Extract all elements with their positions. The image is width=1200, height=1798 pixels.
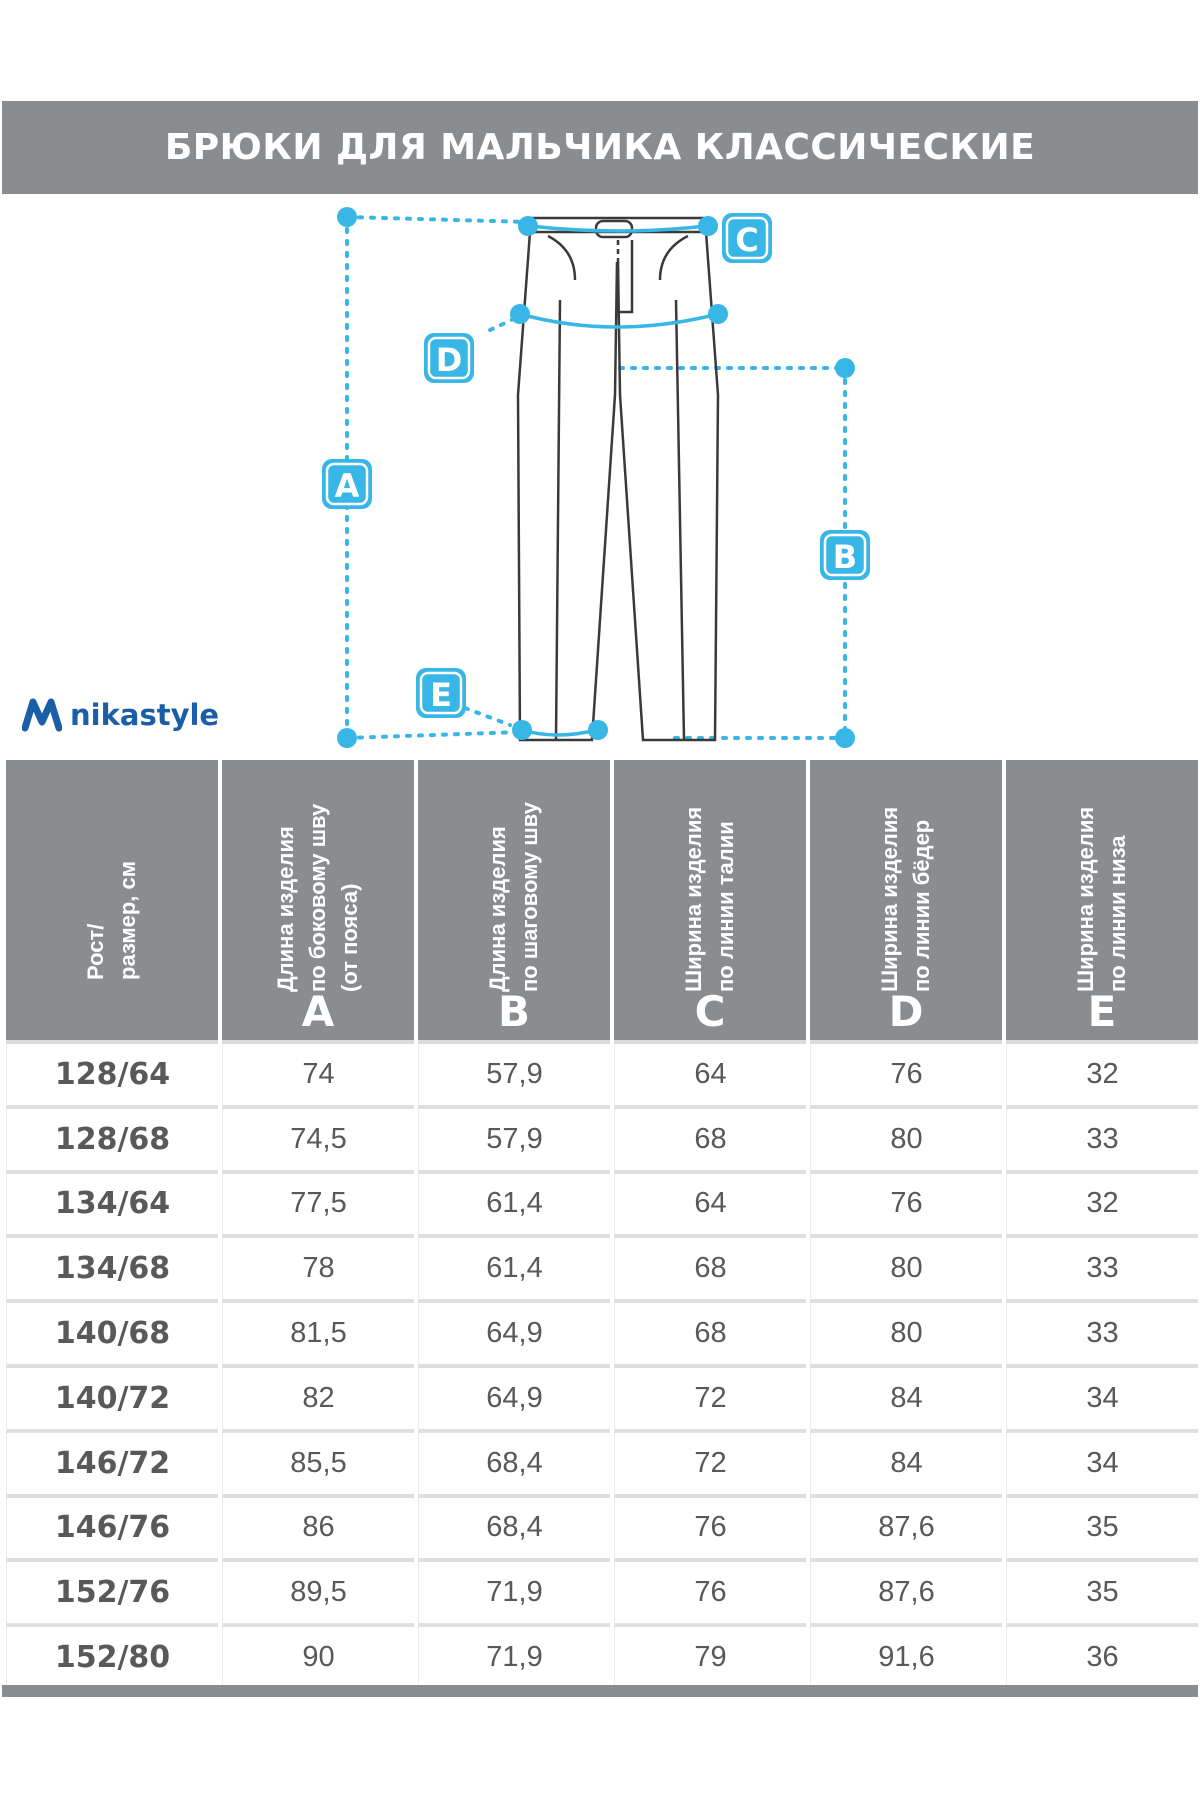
value-e: 34 [1006, 1368, 1198, 1433]
value-e: 32 [1006, 1044, 1198, 1109]
value-b: 61,4 [418, 1238, 610, 1303]
svg-text:D: D [435, 341, 463, 379]
size-table [2, 760, 1200, 1692]
value-d: 80 [810, 1238, 1002, 1303]
dim-a-bottom-line [347, 732, 520, 738]
header-size [6, 760, 218, 1044]
marker-e [416, 668, 466, 718]
value-c: 76 [614, 1562, 806, 1627]
header-d [810, 760, 1002, 1044]
svg-text:A: A [334, 467, 360, 505]
header-a [222, 760, 414, 1044]
header-e-text: Ширина изделия по линии низа [1073, 806, 1130, 992]
brand-logo [22, 698, 219, 732]
value-a: 74,5 [222, 1109, 414, 1174]
marker-a [322, 459, 372, 509]
value-d: 91,6 [810, 1627, 1002, 1692]
value-b: 61,4 [418, 1174, 610, 1239]
svg-text:B: B [832, 538, 858, 576]
size-cell: 134/68 [6, 1238, 218, 1303]
table-row [6, 1303, 1198, 1368]
table-row [6, 1627, 1198, 1692]
svg-text:E: E [430, 676, 452, 714]
size-cell: 152/80 [6, 1627, 218, 1692]
size-cell: 146/76 [6, 1498, 218, 1563]
value-a: 82 [222, 1368, 414, 1433]
value-c: 72 [614, 1368, 806, 1433]
header-b-text: Длина изделия по шаговому шву [485, 802, 542, 992]
value-e: 32 [1006, 1174, 1198, 1239]
value-c: 76 [614, 1498, 806, 1563]
value-d: 87,6 [810, 1498, 1002, 1563]
size-cell: 128/64 [6, 1044, 218, 1109]
value-e: 35 [1006, 1498, 1198, 1563]
table-row [6, 1368, 1198, 1433]
header-d-letter: D [888, 987, 924, 1036]
table-row [6, 1562, 1198, 1627]
value-a: 78 [222, 1238, 414, 1303]
value-b: 71,9 [418, 1562, 610, 1627]
size-cell: 128/68 [6, 1109, 218, 1174]
value-a: 81,5 [222, 1303, 414, 1368]
value-b: 57,9 [418, 1109, 610, 1174]
value-c: 68 [614, 1238, 806, 1303]
marker-b [820, 530, 870, 580]
table-row [6, 1498, 1198, 1563]
table-row [6, 1433, 1198, 1498]
value-d: 76 [810, 1174, 1002, 1239]
value-b: 57,9 [418, 1044, 610, 1109]
svg-text:C: C [735, 221, 759, 259]
value-d: 80 [810, 1303, 1002, 1368]
marker-c [722, 213, 772, 263]
value-a: 86 [222, 1498, 414, 1563]
table-row [6, 1238, 1198, 1303]
waist-measure-line [530, 226, 706, 231]
value-b: 71,9 [418, 1627, 610, 1692]
value-e: 33 [1006, 1238, 1198, 1303]
value-b: 64,9 [418, 1303, 610, 1368]
trousers-outline [518, 218, 718, 740]
table-row [6, 1174, 1198, 1239]
marker-d [424, 333, 474, 383]
value-e: 33 [1006, 1109, 1198, 1174]
size-cell: 152/76 [6, 1562, 218, 1627]
header-c-text: Ширина изделия по линии талии [681, 806, 738, 992]
value-e: 35 [1006, 1562, 1198, 1627]
value-d: 84 [810, 1368, 1002, 1433]
header-d-text: Ширина изделия по линии бёдер [877, 806, 934, 992]
value-c: 79 [614, 1627, 806, 1692]
value-c: 64 [614, 1174, 806, 1239]
value-b: 64,9 [418, 1368, 610, 1433]
trousers-diagram [0, 194, 1200, 764]
value-a: 77,5 [222, 1174, 414, 1239]
header-size-text: Рост/ размер, см [83, 860, 140, 980]
value-a: 90 [222, 1627, 414, 1692]
value-e: 33 [1006, 1303, 1198, 1368]
value-c: 68 [614, 1109, 806, 1174]
header-a-letter: A [301, 987, 335, 1036]
value-d: 76 [810, 1044, 1002, 1109]
page-title: БРЮКИ ДЛЯ МАЛЬЧИКА КЛАССИЧЕСКИЕ [2, 101, 1198, 194]
value-d: 80 [810, 1109, 1002, 1174]
bottom-bar [2, 1685, 1198, 1697]
hem-measure-line [522, 730, 597, 735]
value-c: 68 [614, 1303, 806, 1368]
value-c: 64 [614, 1044, 806, 1109]
size-cell: 146/72 [6, 1433, 218, 1498]
header-e [1006, 760, 1198, 1044]
header-c-letter: C [694, 987, 726, 1036]
value-a: 74 [222, 1044, 414, 1109]
value-a: 85,5 [222, 1433, 414, 1498]
dim-a-top-line [347, 217, 528, 222]
header-c [614, 760, 806, 1044]
value-e: 34 [1006, 1433, 1198, 1498]
value-b: 68,4 [418, 1433, 610, 1498]
nikastyle-logo-icon [22, 698, 62, 732]
value-b: 68,4 [418, 1498, 610, 1563]
brand-name: nikastyle [70, 698, 220, 732]
size-cell: 140/72 [6, 1368, 218, 1433]
size-cell: 140/68 [6, 1303, 218, 1368]
header-e-letter: E [1087, 987, 1117, 1036]
dim-e-leader [465, 708, 510, 725]
size-cell: 134/64 [6, 1174, 218, 1239]
table-row [6, 1109, 1198, 1174]
header-a-text: Длина изделия по боковому шву (от пояса) [273, 803, 362, 992]
header-b-letter: B [497, 987, 530, 1036]
header-b [418, 760, 610, 1044]
table-header-row [6, 760, 1198, 1044]
table-row [6, 1044, 1198, 1109]
value-e: 36 [1006, 1627, 1198, 1692]
value-d: 87,6 [810, 1562, 1002, 1627]
value-d: 84 [810, 1433, 1002, 1498]
value-a: 89,5 [222, 1562, 414, 1627]
value-c: 72 [614, 1433, 806, 1498]
